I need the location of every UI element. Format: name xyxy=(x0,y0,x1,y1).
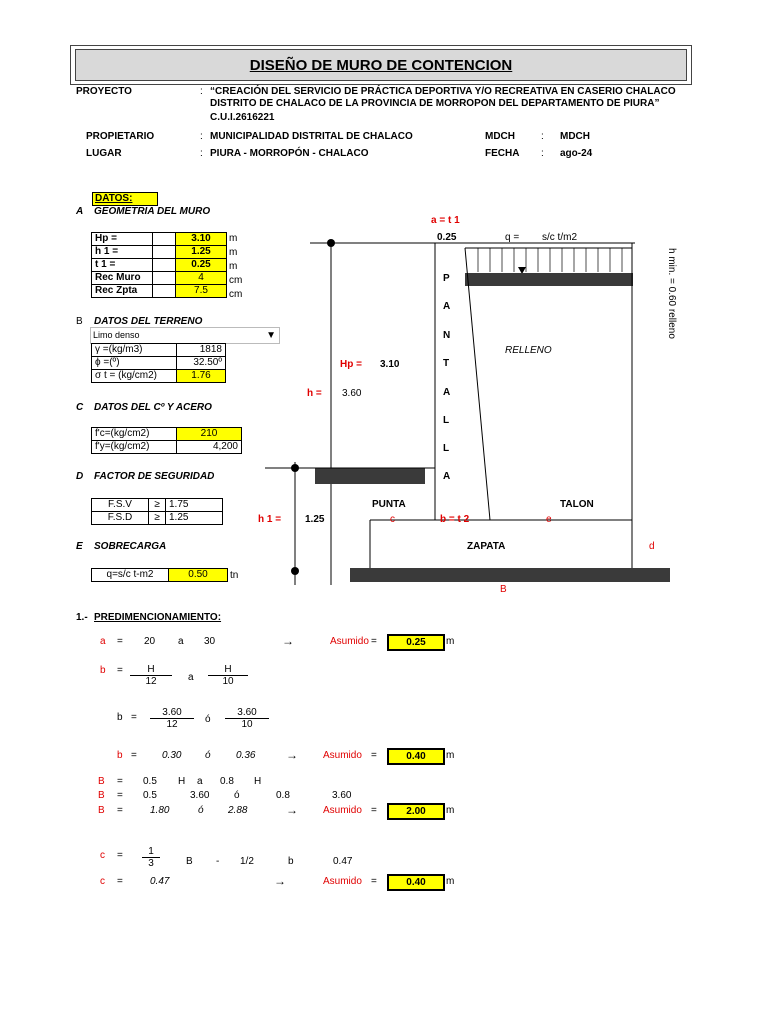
diagram-h-label: h = xyxy=(307,388,322,399)
diagram-hmin: h min. = 0.60 relleno xyxy=(666,248,677,339)
colon: : xyxy=(541,148,544,159)
sobrecarga-name: q=s/c t-m2 xyxy=(92,569,169,582)
diagram-t1-value: 0.25 xyxy=(437,232,457,243)
var-b: b xyxy=(117,750,123,761)
B-v1: 0.5 xyxy=(143,790,157,801)
pantalla-letter: L xyxy=(443,415,450,426)
a-v2: 30 xyxy=(204,636,216,647)
colon: : xyxy=(200,131,203,142)
a-result[interactable]: 0.25 xyxy=(387,634,445,651)
c-B: B xyxy=(186,856,193,867)
unit: m xyxy=(446,805,455,816)
numerator: H xyxy=(224,664,232,675)
table-row xyxy=(92,259,227,272)
arrow-down-icon xyxy=(518,267,526,274)
numerator: 1 xyxy=(148,846,154,857)
table-row xyxy=(92,499,223,512)
concreto-name: f'c=(kg/cm2) xyxy=(92,428,177,441)
table-row xyxy=(92,512,223,525)
arrow-right-icon: → xyxy=(286,748,298,762)
propietario: MUNICIPALIDAD DISTRITAL DE CHALACO xyxy=(210,131,413,142)
geometry-table xyxy=(91,232,227,298)
diagram-c: c xyxy=(390,514,395,525)
section-e-title: SOBRECARGA xyxy=(94,541,167,552)
diagram-hp-value: 3.10 xyxy=(380,359,400,370)
B-v2: 0.8 xyxy=(276,790,290,801)
fs-value: 1.25 xyxy=(166,512,223,525)
asumido-label: Asumido xyxy=(330,636,369,647)
concreto-name: f'y=(kg/cm2) xyxy=(92,441,177,454)
c-half: 1/2 xyxy=(240,856,254,867)
arrow-right-icon: → xyxy=(274,874,286,888)
terreno-value: 1818 xyxy=(177,344,226,357)
unit: tn xyxy=(230,570,239,581)
var-b: b xyxy=(117,712,123,723)
pantalla-letter: T xyxy=(443,358,450,369)
unit: m xyxy=(229,233,238,244)
base-ground xyxy=(350,568,670,582)
surcharge-arrows xyxy=(478,248,622,272)
diagram-e: e xyxy=(546,514,552,525)
table-row xyxy=(92,441,242,454)
equals: = xyxy=(371,750,377,761)
predim-heading: PREDIMENCIONAMIENTO: xyxy=(94,612,222,623)
section-c-title: DATOS DEL Cº Y ACERO xyxy=(94,402,212,413)
geom-name: h 1 = xyxy=(92,246,153,259)
table-row xyxy=(92,233,227,246)
arrow-right-icon: → xyxy=(286,803,298,817)
var-B: B xyxy=(98,805,105,816)
geom-name: Rec Zpta xyxy=(92,285,153,298)
B-v2: 2.88 xyxy=(228,805,248,816)
table-row xyxy=(92,344,226,357)
var-c: c xyxy=(100,876,105,887)
table-row xyxy=(92,246,227,259)
pantalla-letter: P xyxy=(443,273,450,284)
B-v1: 1.80 xyxy=(150,805,170,816)
denominator: 10 xyxy=(208,675,248,687)
concreto-value[interactable]: 210 xyxy=(177,428,242,441)
section-b-letter: B xyxy=(76,316,83,327)
b-v1: 0.30 xyxy=(162,750,182,761)
B-mid: a xyxy=(197,776,203,787)
section-a-letter: A xyxy=(76,206,84,217)
fraction xyxy=(150,707,194,730)
equals: = xyxy=(371,636,377,647)
diagram-sc: s/c t/m2 xyxy=(542,232,578,243)
pantalla-letter: A xyxy=(443,471,451,482)
denominator: 12 xyxy=(150,718,194,730)
proyecto-label: PROYECTO xyxy=(76,86,132,97)
section-c-letter: C xyxy=(76,402,84,413)
equals: = xyxy=(117,776,123,787)
geom-value[interactable]: 0.25 xyxy=(176,259,227,272)
diagram-relleno: RELLENO xyxy=(505,345,552,356)
datos-label: DATOS: xyxy=(92,192,158,206)
diagram-talon: TALON xyxy=(560,499,594,510)
chevron-down-icon[interactable]: ▼ xyxy=(266,330,276,341)
proyecto-line2: DISTRITO DE CHALACO DE LA PROVINCIA DE MORROPON DEL DEPARTAMENTO DE PIURA” xyxy=(210,98,660,109)
geom-name: Rec Muro xyxy=(92,272,153,285)
fraction xyxy=(142,846,160,869)
unit: cm xyxy=(229,275,243,286)
mdch: MDCH xyxy=(560,131,590,142)
lugar-label: LUGAR xyxy=(86,148,122,159)
b-result[interactable]: 0.40 xyxy=(387,748,445,765)
soil-type-value: Limo denso xyxy=(93,330,140,340)
table-row xyxy=(92,370,226,383)
b-v2: 0.36 xyxy=(236,750,256,761)
geom-name: Hp = xyxy=(92,233,153,246)
diagram-a-t1: a = t 1 xyxy=(431,215,460,226)
unit: m xyxy=(229,247,238,258)
table-row xyxy=(92,285,227,298)
fecha: ago-24 xyxy=(560,148,593,159)
cui: C.U.I.2616221 xyxy=(210,112,275,123)
equals: = xyxy=(117,850,123,861)
asumido-label: Asumido xyxy=(323,805,362,816)
c-b: b xyxy=(288,856,294,867)
pantalla-letter: L xyxy=(443,443,450,454)
denominator: 3 xyxy=(142,857,160,869)
geom-value[interactable]: 3.10 xyxy=(176,233,227,246)
unit: m xyxy=(446,636,455,647)
terreno-value: 32.50º xyxy=(177,357,226,370)
equals: = xyxy=(371,876,377,887)
pantalla-letter: A xyxy=(443,387,451,398)
equals: = xyxy=(117,665,123,676)
terreno-name: σ t = (kg/cm2) xyxy=(92,370,177,383)
diagram-punta: PUNTA xyxy=(372,499,406,510)
title-box xyxy=(70,45,692,85)
var-B: B xyxy=(98,790,105,801)
colon: : xyxy=(200,148,203,159)
unit: m xyxy=(446,876,455,887)
fs-op: ≥ xyxy=(149,512,166,525)
fs-name: F.S.D xyxy=(92,512,149,525)
mdch-label: MDCH xyxy=(485,131,515,142)
a-mid: a xyxy=(178,636,184,647)
b-mid: ó xyxy=(205,750,211,761)
equals: = xyxy=(117,636,123,647)
fraction xyxy=(225,707,269,730)
B-h2: 3.60 xyxy=(332,790,352,801)
fs-value: 1.75 xyxy=(166,499,223,512)
var-a: a xyxy=(100,636,106,647)
B-mid: ó xyxy=(198,805,204,816)
geom-name: t 1 = xyxy=(92,259,153,272)
section-d-letter: D xyxy=(76,471,84,482)
numerator: H xyxy=(147,664,155,675)
arrow-right-icon: → xyxy=(282,634,294,648)
diagram-q: q = xyxy=(505,232,520,243)
table-row xyxy=(92,428,242,441)
proyecto-line1: “CREACIÓN DEL SERVICIO DE PRÁCTICA DEPORTIVA Y/O RECREATIVA EN CASERIO CHALACO xyxy=(210,86,676,97)
asumido-label: Asumido xyxy=(323,876,362,887)
surcharge-bar xyxy=(465,273,633,286)
fs-name: F.S.V xyxy=(92,499,149,512)
c-val: 0.47 xyxy=(333,856,353,867)
fs-op: ≥ xyxy=(149,499,166,512)
c-v1: 0.47 xyxy=(150,876,170,887)
diagram-h1-value: 1.25 xyxy=(305,514,325,525)
concreto-value: 4,200 xyxy=(177,441,242,454)
numerator: 3.60 xyxy=(162,707,182,718)
a-v1: 20 xyxy=(144,636,156,647)
unit: m xyxy=(229,261,238,272)
b-mid: ó xyxy=(205,714,211,725)
unit: cm xyxy=(229,289,243,300)
table-row xyxy=(92,357,226,370)
dimension-dot xyxy=(291,567,299,575)
section-e-letter: E xyxy=(76,541,83,552)
predim-number: 1.- xyxy=(76,612,88,623)
diagram-d: d xyxy=(649,541,655,552)
ground-toe xyxy=(315,468,425,484)
geom-value[interactable]: 7.5 xyxy=(176,285,227,298)
equals: = xyxy=(117,790,123,801)
denominator: 10 xyxy=(225,718,269,730)
pantalla-letter: N xyxy=(443,330,451,341)
terreno-name: γ =(kg/m3) xyxy=(92,344,177,357)
colon: : xyxy=(541,131,544,142)
sobrecarga-table xyxy=(91,568,228,582)
diagram-B: B xyxy=(500,584,507,595)
terreno-table xyxy=(91,343,226,383)
var-B: B xyxy=(98,776,105,787)
sobrecarga-value[interactable]: 0.50 xyxy=(169,569,228,582)
section-b-title: DATOS DEL TERRENO xyxy=(94,316,203,327)
diagram-h-value: 3.60 xyxy=(342,388,362,399)
b-mid: a xyxy=(188,672,194,683)
fraction xyxy=(208,664,248,687)
B-h2: H xyxy=(254,776,262,787)
seguridad-table xyxy=(91,498,223,525)
var-c: c xyxy=(100,850,105,861)
B-v1: 0.5 xyxy=(143,776,157,787)
B-v2: 0.8 xyxy=(220,776,234,787)
B-h1: 3.60 xyxy=(190,790,210,801)
numerator: 3.60 xyxy=(237,707,257,718)
equals: = xyxy=(117,805,123,816)
diagram-hp-label: Hp = xyxy=(340,359,362,370)
page-title: DISEÑO DE MURO DE CONTENCION xyxy=(75,49,687,81)
geom-value[interactable]: 1.25 xyxy=(176,246,227,259)
table-row xyxy=(92,272,227,285)
c-minus: - xyxy=(216,856,220,867)
c-result[interactable]: 0.40 xyxy=(387,874,445,891)
B-h1: H xyxy=(178,776,186,787)
terreno-name: ϕ =(º) xyxy=(92,357,177,370)
propietario-label: PROPIETARIO xyxy=(86,131,155,142)
colon: : xyxy=(200,86,203,97)
diagram-b-t2: b = t 2 xyxy=(440,514,470,525)
wall-back xyxy=(465,248,490,520)
equals: = xyxy=(131,712,137,723)
terreno-value[interactable]: 1.76 xyxy=(177,370,226,383)
B-result[interactable]: 2.00 xyxy=(387,803,445,820)
diagram-zapata: ZAPATA xyxy=(467,541,506,552)
table-row xyxy=(92,569,228,582)
asumido-label: Asumido xyxy=(323,750,362,761)
fecha-label: FECHA xyxy=(485,148,520,159)
concreto-table xyxy=(91,427,242,454)
section-d-title: FACTOR DE SEGURIDAD xyxy=(94,471,215,482)
unit: m xyxy=(446,750,455,761)
equals: = xyxy=(117,876,123,887)
diagram-h1-label: h 1 = xyxy=(258,514,282,525)
denominator: 12 xyxy=(130,675,172,687)
B-mid: ó xyxy=(234,790,240,801)
equals: = xyxy=(371,805,377,816)
fraction xyxy=(130,664,172,687)
var-b: b xyxy=(100,665,106,676)
pantalla-letter: A xyxy=(443,301,451,312)
equals: = xyxy=(131,750,137,761)
geom-value[interactable]: 4 xyxy=(176,272,227,285)
section-a-title: GEOMETRIA DEL MURO xyxy=(94,206,211,217)
lugar: PIURA - MORROPÓN - CHALACO xyxy=(210,148,369,159)
